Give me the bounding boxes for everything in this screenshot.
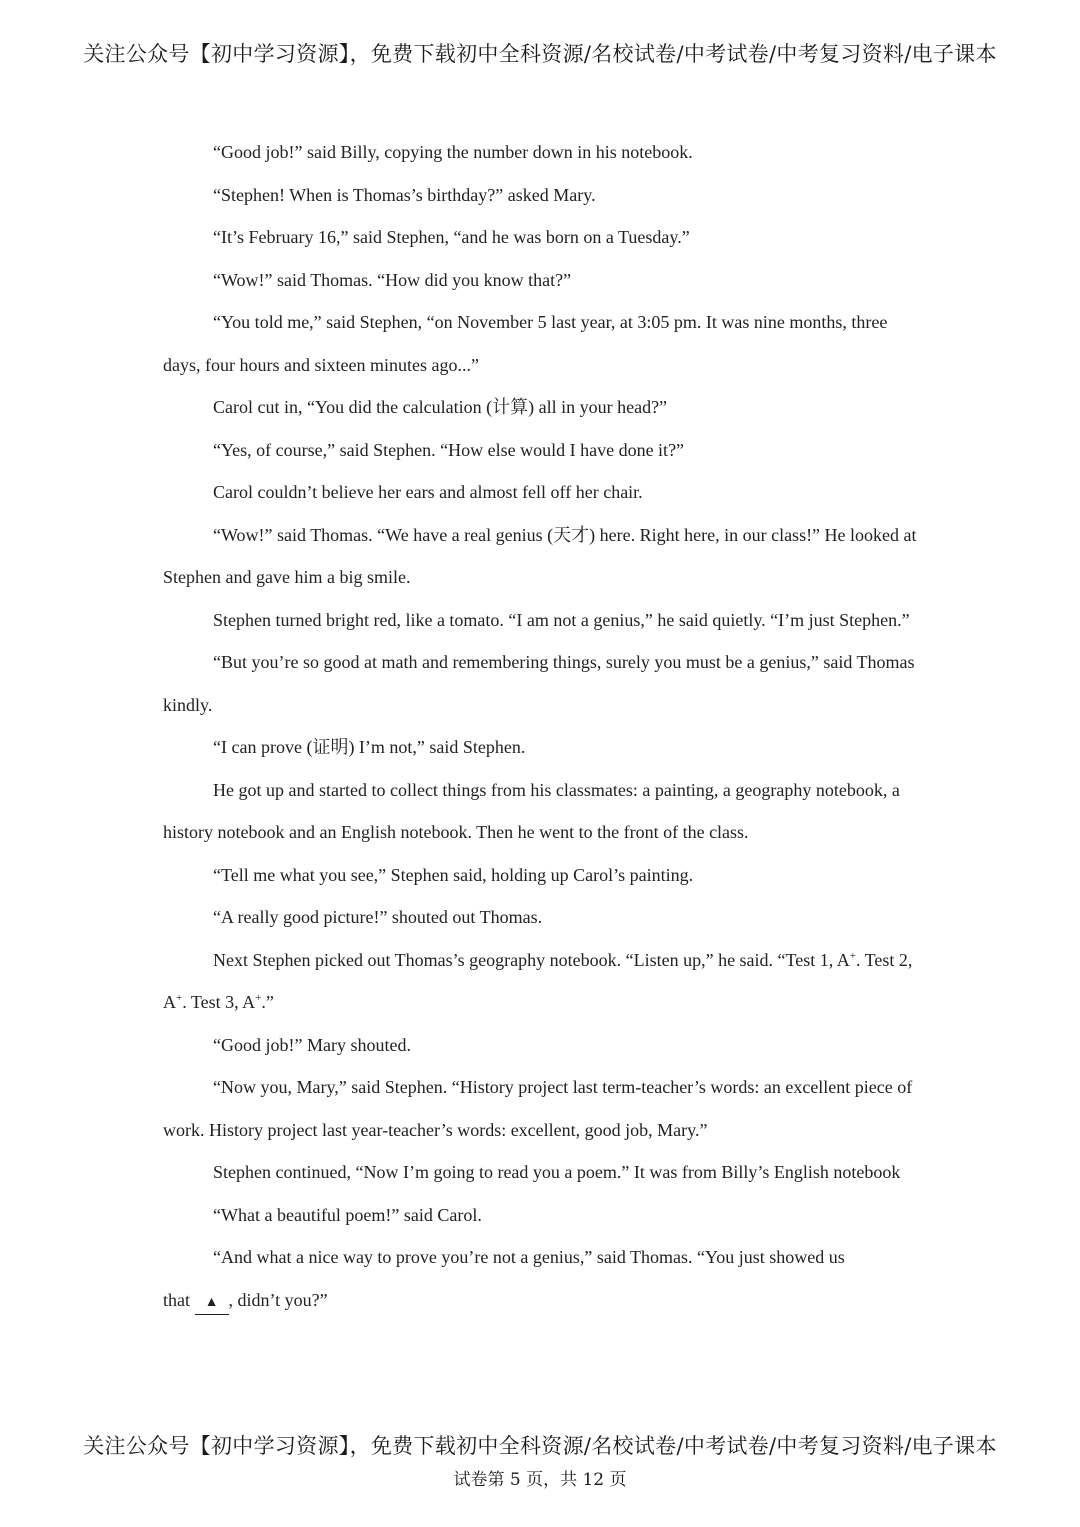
paragraph: Stephen turned bright red, like a tomato. “I am not a genius,” he said quietly. “I’m just Stephen.” xyxy=(213,609,910,630)
continuation-text: that xyxy=(163,1289,190,1310)
footer-banner: 关注公众号【初中学习资源】，免费下载初中全科资源/名校试卷/中考试卷/中考复习资料/电子课本 xyxy=(83,1434,997,1458)
paragraph: Stephen continued, “Now I’m going to read you a poem.” It was from Billy’s English notebook xyxy=(213,1162,901,1182)
paragraph: “Stephen! When is Thomas’s birthday?” asked Mary. xyxy=(213,184,596,205)
paragraph: “Tell me what you see,” Stephen said, holding up Carol’s painting. xyxy=(213,864,694,885)
paragraph: “Wow!” said Thomas. “How did you know that?” xyxy=(213,269,572,290)
plus-superscript: + xyxy=(849,949,856,962)
paragraph: “Good job!” said Billy, copying the number down in his notebook. xyxy=(213,142,693,162)
grades-text-d: .” xyxy=(261,992,274,1012)
plus-superscript: + xyxy=(176,992,183,1004)
paragraph: “A really good picture!” shouted out Thomas. xyxy=(213,907,543,927)
grades-text-a: Next Stephen picked out Thomas’s geography notebook. “Listen up,” he said. “Test 1, A xyxy=(213,949,850,970)
paragraph-grades xyxy=(163,939,923,1024)
paragraph: He got up and started to collect things from his classmates: a painting, a geography notebook, a history notebook and an English notebook. Then he went to the front of the class. xyxy=(163,779,900,842)
page-number: 试卷第 5 页，共 12 页 xyxy=(453,1470,627,1490)
continuation-text-end: , didn’t you?” xyxy=(228,1289,328,1310)
grades-text-c: . Test 3, A xyxy=(182,992,256,1012)
paragraph: Carol cut in, “You did the calculation (计算) all in your head?” xyxy=(213,397,668,417)
paragraph: “And what a nice way to prove you’re not a genius,” said Thomas. “You just showed us xyxy=(213,1247,845,1267)
paragraph: “Wow!” said Thomas. “We have a real genius (天才) here. Right here, in our class!” He looked at Stephen and gave him a big smile. xyxy=(163,524,917,587)
paragraph: “What a beautiful poem!” said Carol. xyxy=(213,1204,482,1225)
paragraph: “It’s February 16,” said Stephen, “and he was born on a Tuesday.” xyxy=(213,227,690,247)
grades-text-b: . Test 2, A xyxy=(163,949,913,1012)
answer-blank[interactable]: ▲ xyxy=(195,1292,229,1315)
paragraph: “Yes, of course,” said Stephen. “How else would I have done it?” xyxy=(213,439,685,460)
paragraph-continuation xyxy=(163,1279,923,1322)
paragraph: “You told me,” said Stephen, “on November 5 last year, at 3:05 pm. It was nine months, three days, four hours and sixteen minutes ago...” xyxy=(163,312,888,375)
paragraph: “I can prove (证明) I’m not,” said Stephen. xyxy=(213,737,526,757)
header-banner: 关注公众号【初中学习资源】，免费下载初中全科资源/名校试卷/中考试卷/中考复习资料/电子课本 xyxy=(83,42,997,66)
reading-passage xyxy=(163,131,923,1321)
paragraph: “Good job!” Mary shouted. xyxy=(213,1034,411,1055)
paragraph: “Now you, Mary,” said Stephen. “History project last term-teacher’s words: an excellent piece of work. History project last year-teacher’s words: excellent, good job, Mary.” xyxy=(163,1077,913,1140)
plus-superscript: + xyxy=(255,992,262,1004)
paragraph: “But you’re so good at math and remembering things, surely you must be a genius,” said Thomas kindly. xyxy=(163,652,915,715)
paragraph: Carol couldn’t believe her ears and almost fell off her chair. xyxy=(213,482,643,502)
